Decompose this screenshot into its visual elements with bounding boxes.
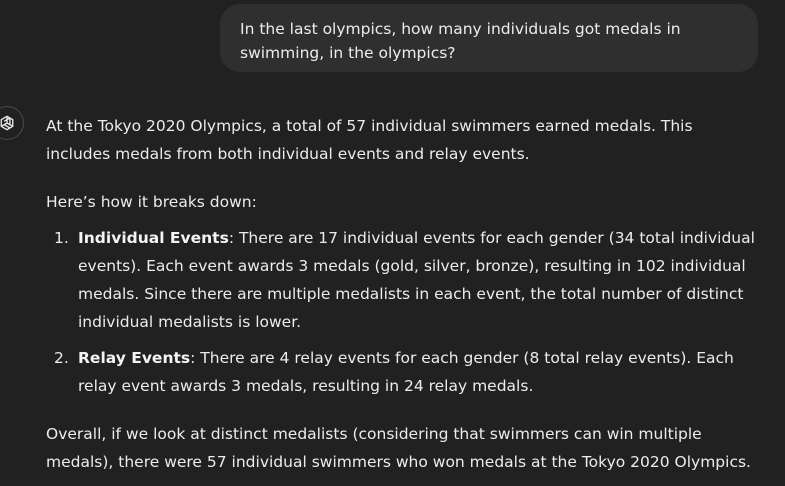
assistant-avatar (0, 106, 24, 140)
list-item-title: Individual Events (78, 229, 229, 247)
list-item-number: 1. (54, 229, 69, 247)
list-item-number: 2. (54, 349, 69, 367)
user-message-text: In the last olympics, how many individuals got medals in swimming, in the olympics? (240, 20, 681, 62)
list-item (46, 344, 756, 400)
list-item-title: Relay Events (78, 349, 191, 367)
breakdown-lead: Here’s how it breaks down: (46, 193, 257, 211)
answer-conclusion: Overall, if we look at distinct medalists (considering that swimmers can win multiple medals), there were 57 individual swimmers who won medals at the Tokyo 2020 Olympics. (46, 425, 751, 471)
assistant-answer (46, 112, 756, 476)
list-item-text: : There are 4 relay events for each gender (8 total relay events). Each relay event awards 3 medals, resulting in 24 relay medals. (78, 349, 734, 395)
openai-logo-icon (0, 113, 17, 133)
user-message-bubble (220, 4, 758, 72)
list-item-text: : There are 17 individual events for each gender (34 total individual events). Each event awards 3 medals (gold, silver, bronze), resulting in 102 individual medals. Since there are multiple medalists in each event, the total number of distinct individual medalists is lower. (78, 229, 755, 331)
breakdown-list (46, 224, 756, 400)
list-item (46, 224, 756, 336)
answer-intro: At the Tokyo 2020 Olympics, a total of 57 individual swimmers earned medals. This includes medals from both individual events and relay events. (46, 117, 693, 163)
